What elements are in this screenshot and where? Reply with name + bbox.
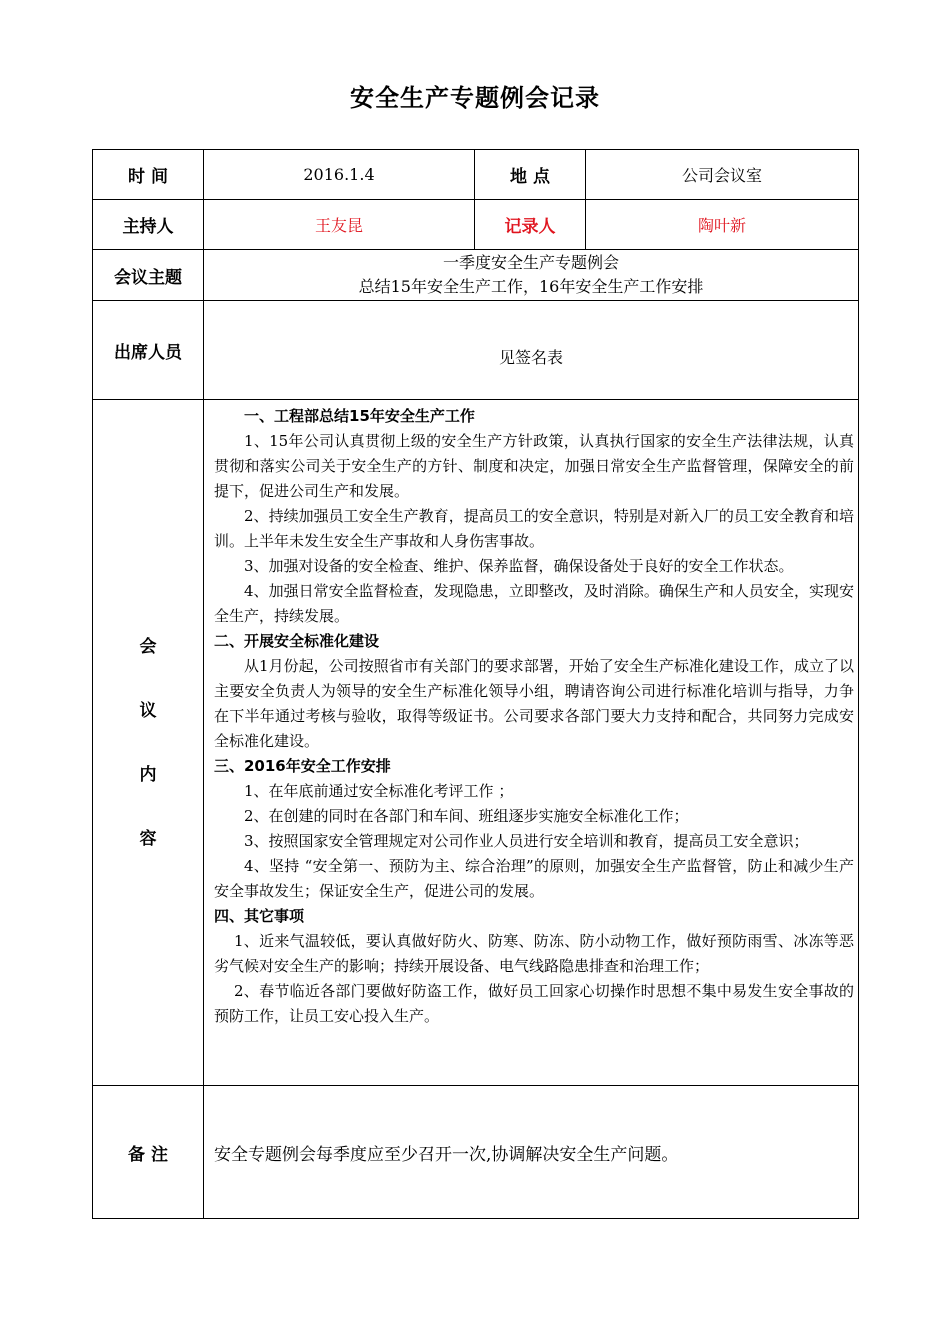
section-3-item-1: 1、在年底前通过安全标准化考评工作 ； bbox=[244, 782, 514, 800]
attendees-value: 见签名表 bbox=[204, 301, 859, 400]
content-label-char-2: 议 bbox=[139, 700, 157, 721]
recorder-value: 陶叶新 bbox=[586, 200, 859, 250]
section-3-item-3: 3、按照国家安全管理规定对公司作业人员进行安全培训和教育，提高员工安全意识； bbox=[244, 832, 809, 850]
topic-label: 会议主题 bbox=[93, 250, 204, 301]
section-3-item-4: 4、坚持 “安全第一、预防为主、综合治理”的原则，加强安全生产监督管，防止和减少生产安全事故发生；保证安全生产，促进公司的发展。 bbox=[214, 857, 854, 900]
section-1-item-3: 3、加强对设备的安全检查、维护、保养监督，确保设备处于良好的安全工作状态。 bbox=[244, 557, 794, 575]
content-label bbox=[93, 400, 204, 1086]
section-1-heading: 一、工程部总结15年安全生产工作 bbox=[244, 407, 475, 425]
meeting-content bbox=[204, 400, 859, 1086]
page-title: 安全生产专题例会记录 bbox=[350, 84, 600, 112]
time-value: 2016.1.4 bbox=[204, 150, 475, 200]
section-4-item-2: 2、春节临近各部门要做好防盗工作，做好员工回家心切操作时思想不集中易发生安全事故的预防工作，让员工安心投入生产。 bbox=[214, 982, 854, 1025]
section-3-item-2: 2、在创建的同时在各部门和车间、班组逐步实施安全标准化工作； bbox=[244, 807, 689, 825]
meeting-record-table bbox=[92, 149, 859, 1219]
section-4-heading: 四、其它事项 bbox=[214, 907, 305, 925]
recorder-label: 记录人 bbox=[475, 200, 586, 250]
attendees-label: 出席人员 bbox=[93, 301, 204, 400]
content-label-char-1: 会 bbox=[139, 636, 157, 657]
content-label-char-3: 内 bbox=[139, 764, 157, 785]
section-1-item-1: 1、15年公司认真贯彻上级的安全生产方针政策，认真执行国家的安全生产法律法规，认真贯彻和落实公司关于安全生产的方针、制度和决定，加强日常安全生产监督管理，保障安全的前提下，促进公司生产和发展。 bbox=[214, 432, 854, 500]
section-1-item-4: 4、加强日常安全监督检查，发现隐患，立即整改，及时消除。确保生产和人员安全，实现安全生产，持续发展。 bbox=[214, 582, 854, 625]
section-2-item-1: 从1月份起，公司按照省市有关部门的要求部署，开始了安全生产标准化建设工作，成立了以主要安全负责人为领导的安全生产标准化领导小组，聘请咨询公司进行标准化培训与指导，力争在下半年通过考核与验收，取得等级证书。公司要求各部门要大力支持和配合，共同努力完成安全标准化建设。 bbox=[214, 657, 854, 750]
host-label: 主持人 bbox=[93, 200, 204, 250]
topic-value bbox=[204, 250, 859, 301]
topic-line-2: 总结15年安全生产工作，16年安全生产工作安排 bbox=[358, 277, 704, 296]
topic-line-1: 一季度安全生产专题例会 bbox=[442, 253, 619, 272]
content-label-char-4: 容 bbox=[139, 828, 157, 849]
section-4-item-1: 1、近来气温较低，要认真做好防火、防寒、防冻、防小动物工作，做好预防雨雪、冰冻等恶劣气候对安全生产的影响；持续开展设备、电气线路隐患排查和治理工作； bbox=[214, 932, 854, 975]
remark-value: 安全专题例会每季度应至少召开一次,协调解决安全生产问题。 bbox=[204, 1086, 859, 1219]
time-label: 时 间 bbox=[93, 150, 204, 200]
section-1-item-2: 2、持续加强员工安全生产教育，提高员工的安全意识，特别是对新入厂的员工安全教育和培训。上半年未发生安全生产事故和人身伤害事故。 bbox=[214, 507, 854, 550]
remark-label: 备 注 bbox=[93, 1086, 204, 1219]
section-3-heading: 三、2016年安全工作安排 bbox=[214, 757, 391, 775]
section-2-heading: 二、开展安全标准化建设 bbox=[214, 632, 380, 650]
place-value: 公司会议室 bbox=[586, 150, 859, 200]
place-label: 地 点 bbox=[475, 150, 586, 200]
host-value: 王友昆 bbox=[204, 200, 475, 250]
